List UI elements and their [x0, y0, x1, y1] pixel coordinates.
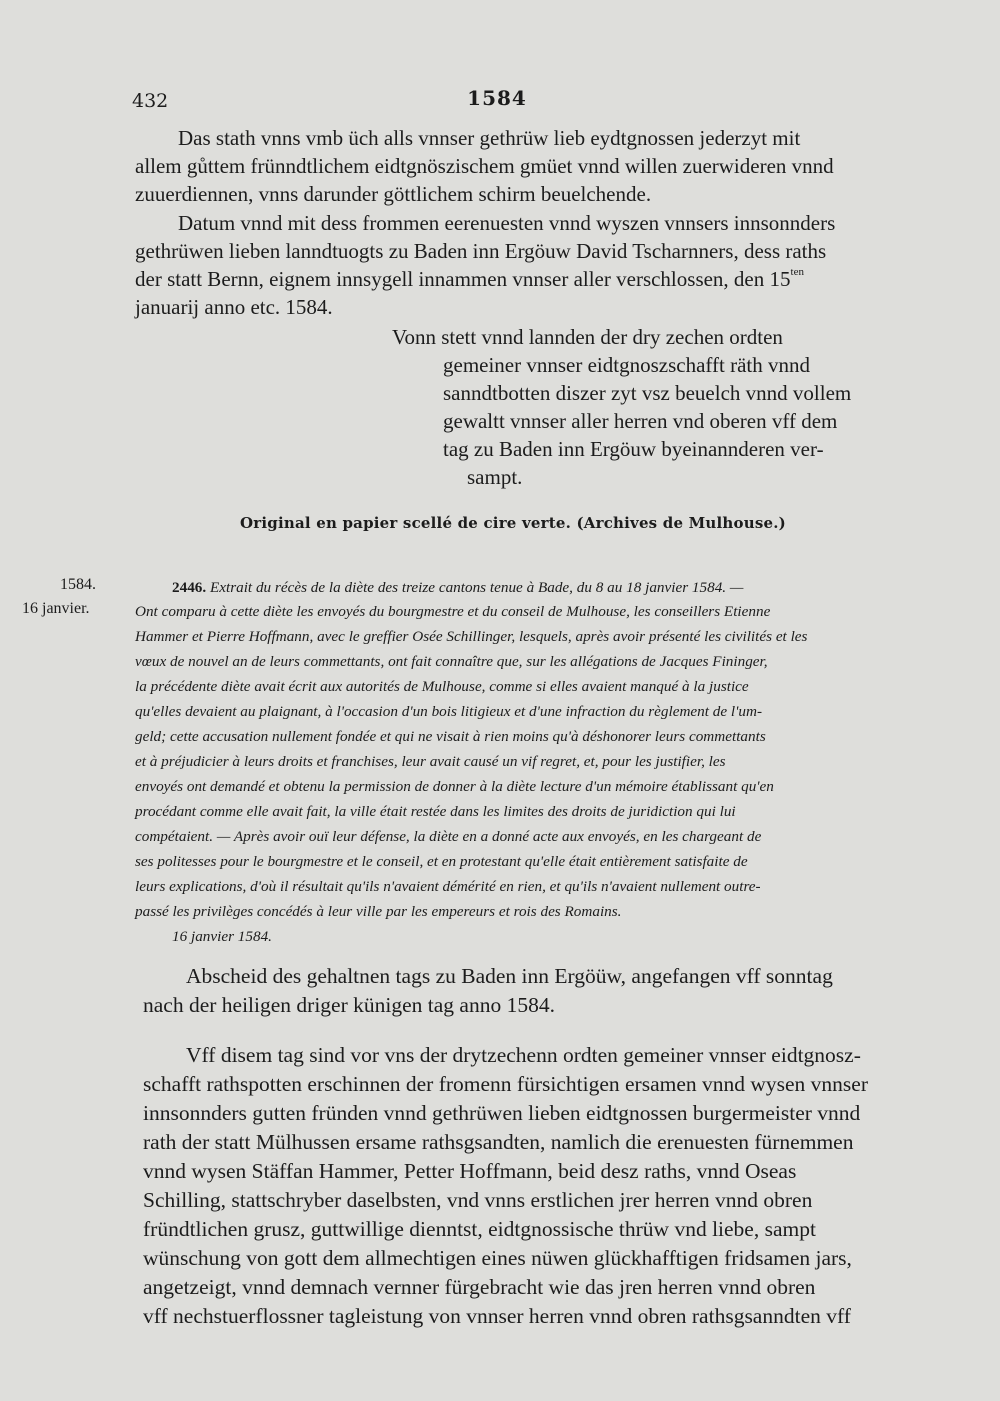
summary-line: qu'elles devaient au plaignant, à l'occasion d'un bois litigieux et d'une infraction du règlement de l'um- [135, 703, 763, 720]
text-line: fründtlichen grusz, guttwillige dienntst, eidtgnossische thrüw vnd liebe, sampt [143, 1217, 816, 1241]
document-heading: nach der heiligen driger künigen tag anno 1584. [143, 993, 555, 1017]
text-segment: Extrait du récès de la diète des treize cantons tenue à Bade, du 8 au 18 janvier 1584. — [209, 579, 744, 596]
signature-line: gewaltt vnnser aller herren vnd oberen vff dem [443, 409, 838, 433]
summary-line: et à préjudicier à leurs droits et franchises, leur avait causé un vif regret, et, pour les justifier, les [135, 753, 726, 770]
summary-line: vœux de nouvel an de leurs commettants, ont fait connaître que, sur les allégations de Jacques Fininger, [135, 653, 768, 670]
running-title: 1584 [467, 86, 527, 110]
text-line: schafft rathspotten erschinnen der fromenn fürsichtigen ersamen vnnd wysen vnnser [143, 1072, 869, 1096]
document-number: 2446. [172, 579, 207, 596]
text-line: Vff disem tag sind vor vns der drytzechenn ordten gemeiner vnnser eidtgnosz- [186, 1043, 861, 1067]
signature-line: gemeiner vnnser eidtgnoszschafft räth vnnd [443, 353, 810, 377]
signature-line: sampt. [467, 465, 523, 489]
text-line: vnnd wysen Stäffan Hammer, Petter Hoffmann, beid desz raths, vnnd Oseas [143, 1159, 797, 1183]
text-line: vff nechstuerflossner tagleistung von vnnser herren vnnd obren rathsgsanndten vff [143, 1304, 851, 1328]
summary-line: geld; cette accusation nullement fondée et qui ne visait à rien moins qu'à déshonorer leurs commettants [135, 728, 766, 745]
margin-year: 1584. [60, 576, 96, 593]
summary-line: passé les privilèges concédés à leur ville par les empereurs et rois des Romains. [135, 903, 622, 920]
text-line: Datum vnnd mit dess frommen eerenuesten vnnd wyszen vnnsers innsonnders [178, 211, 836, 235]
margin-date: 16 janvier. [22, 600, 90, 617]
text-line: zuuerdiennen, vnns darunder göttlichem schirm beuelchende. [135, 182, 652, 206]
summary-line: la précédente diète avait écrit aux autorités de Mulhouse, comme si elles avaient manqué à la justice [135, 678, 749, 695]
summary-line: ses politesses pour le bourgmestre et le conseil, et en protestant qu'elle était entièrement satisfaite de [135, 853, 748, 870]
document-heading: Abscheid des gehaltnen tags zu Baden inn Ergöüw, angefangen vff sonntag [186, 964, 833, 988]
text-line: rath der statt Mülhussen ersame rathsgsandten, namlich die erenuesten fürnemmen [143, 1130, 854, 1154]
superscript: ten [790, 266, 804, 278]
summary-line: Ont comparu à cette diète les envoyés du bourgmestre et du conseil de Mulhouse, les conseillers Etienne [135, 603, 771, 620]
summary-line: procédant comme elle avait fait, la ville était restée dans les limites des droits de juridiction qui lui [135, 803, 736, 820]
summary-date: 16 janvier 1584. [172, 928, 272, 945]
signature-line: sanndtbotten diszer zyt vsz beuelch vnnd vollem [443, 381, 852, 405]
text-line: Das stath vnns vmb üch alls vnnser gethrüw lieb eydtgnossen jederzyt mit [178, 126, 801, 150]
summary-line: Hammer et Pierre Hoffmann, avec le greffier Osée Schillinger, lesquels, après avoir présenté les civilités et les [135, 628, 808, 645]
text-line [135, 266, 804, 291]
text-line: wünschung von gott dem allmechtigen eines nüwen glückhafftigen fridsamen jars, [143, 1246, 852, 1270]
summary-line: envoyés ont demandé et obtenu la permission de donner à la diète lecture d'un mémoire établissant qu'en [135, 778, 774, 795]
text-line: allem gůttem frünndtlichem eidtgnöszischem gmüet vnnd willen zuerwideren vnnd [135, 154, 834, 178]
text-line: angetzeigt, vnnd demnach vernner fürgebracht wie das jren herren vnnd obren [143, 1275, 816, 1299]
signature-line: tag zu Baden inn Ergöuw byeinannderen ver- [443, 437, 824, 461]
text-segment: der statt Bernn, eignem innsygell innammen vnnser aller verschlossen, den 15 [135, 267, 791, 291]
text-line: januarij anno etc. 1584. [135, 295, 333, 319]
source-note: Original en papier scellé de cire verte. (Archives de Mulhouse.) [240, 514, 786, 532]
summary-line: leurs explications, d'où il résultait qu'ils n'avaient démérité en rien, et qu'ils n'avaient nullement outre- [135, 878, 761, 895]
signature-line: Vonn stett vnnd lannden der dry zechen ordten [392, 325, 783, 349]
page-header [132, 86, 862, 116]
text-line: Schilling, stattschryber daselbsten, vnd vnns erstlichen jrer herren vnnd obren [143, 1188, 813, 1212]
page-number: 432 [132, 90, 169, 112]
summary-line: compétaient. — Après avoir ouï leur défense, la diète en a donné acte aux envoyés, en les chargeant de [135, 828, 762, 845]
text-line: gethrüwen lieben lanndtuogts zu Baden inn Ergöuw David Tscharnners, dess raths [135, 239, 827, 263]
summary-line [172, 580, 743, 595]
text-line: innsonnders gutten fründen vnnd gethrüwen lieben eidtgnossen burgermeister vnnd [143, 1101, 861, 1125]
